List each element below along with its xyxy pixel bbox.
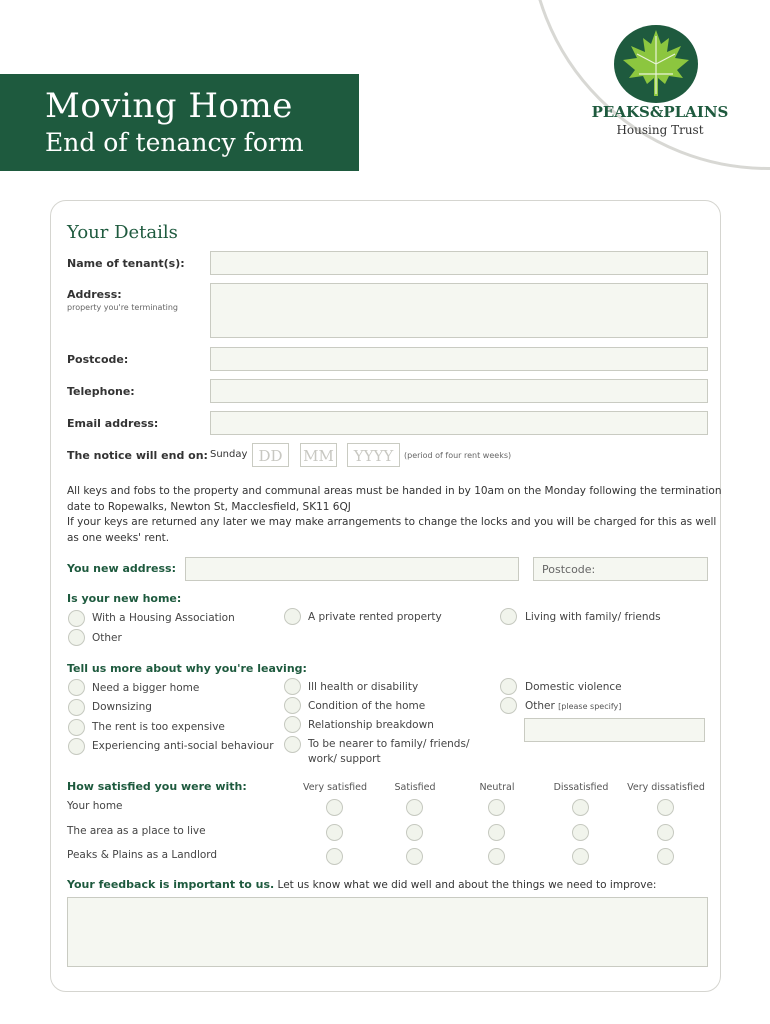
email-label: Email address: xyxy=(67,417,159,430)
column-header: Very satisfied xyxy=(302,782,368,793)
checkbox-ill-health[interactable] xyxy=(284,678,301,695)
feedback-prompt xyxy=(67,878,656,891)
new-address-label: You new address: xyxy=(67,562,177,575)
radio-area-very-satisfied[interactable] xyxy=(326,824,343,841)
radio-area-neutral[interactable] xyxy=(488,824,505,841)
keys-line: All keys and fobs to the property and communal areas must be handed in by 10am on the Monday following the termination xyxy=(67,485,722,497)
checkbox-anti-social[interactable] xyxy=(68,738,85,755)
new-home-question: Is your new home: xyxy=(67,592,182,605)
postcode-label: Postcode: xyxy=(67,353,129,366)
checkbox-condition-home[interactable] xyxy=(284,697,301,714)
page-title: Moving Home xyxy=(45,86,293,126)
day-field[interactable]: DD xyxy=(252,443,289,467)
notice-label: The notice will end on: xyxy=(67,449,208,462)
section-title: Your Details xyxy=(67,222,178,243)
radio-area-dissatisfied[interactable] xyxy=(572,824,589,841)
address-label: Address: xyxy=(67,288,122,301)
option-label: With a Housing Association xyxy=(92,612,235,624)
feedback-field[interactable] xyxy=(67,897,708,967)
address-field[interactable] xyxy=(210,283,708,338)
other-label: Other xyxy=(525,700,555,712)
radio-home-satisfied[interactable] xyxy=(406,799,423,816)
satisfaction-question: How satisfied you were with: xyxy=(67,780,247,793)
telephone-field[interactable] xyxy=(210,379,708,403)
brand-name: PEAKS&PLAINS xyxy=(591,103,729,121)
feedback-bold: Your feedback is important to us. xyxy=(67,878,275,891)
checkbox-relationship[interactable] xyxy=(284,716,301,733)
year-field[interactable]: YYYY xyxy=(347,443,400,467)
checkbox-downsizing[interactable] xyxy=(68,699,85,716)
option-label: Domestic violence xyxy=(525,681,622,693)
radio-housing-association[interactable] xyxy=(68,610,85,627)
option-label: Downsizing xyxy=(92,701,152,713)
keys-paragraph xyxy=(67,484,722,546)
address-hint: property you're terminating xyxy=(67,303,178,312)
checkbox-domestic-violence[interactable] xyxy=(500,678,517,695)
checkbox-rent-expensive[interactable] xyxy=(68,719,85,736)
option-label: A private rented property xyxy=(308,611,442,623)
radio-landlord-very-satisfied[interactable] xyxy=(326,848,343,865)
radio-home-dissatisfied[interactable] xyxy=(572,799,589,816)
column-header: Satisfied xyxy=(394,782,436,793)
column-header: Dissatisfied xyxy=(553,782,609,793)
column-header: Neutral xyxy=(479,782,515,793)
option-label: Need a bigger home xyxy=(92,682,200,694)
radio-area-very-dissatisfied[interactable] xyxy=(657,824,674,841)
row-label: The area as a place to live xyxy=(67,825,206,837)
keys-line: If your keys are returned any later we may make arrangements to change the locks and you will be charged for this as well xyxy=(67,516,717,528)
option-label: Condition of the home xyxy=(308,700,426,712)
option-label: work/ support xyxy=(308,753,381,765)
option-label: The rent is too expensive xyxy=(92,721,225,733)
checkbox-other-reason[interactable] xyxy=(500,697,517,714)
page-subtitle: End of tenancy form xyxy=(45,128,304,157)
new-postcode-placeholder: Postcode: xyxy=(542,563,596,576)
telephone-label: Telephone: xyxy=(67,385,135,398)
radio-other-home[interactable] xyxy=(68,629,85,646)
option-label: Ill health or disability xyxy=(308,681,419,693)
option-label: To be nearer to family/ friends/ xyxy=(308,738,470,750)
name-field[interactable] xyxy=(210,251,708,275)
radio-landlord-neutral[interactable] xyxy=(488,848,505,865)
radio-private-rented[interactable] xyxy=(284,608,301,625)
brand-subtitle: Housing Trust xyxy=(616,123,704,137)
radio-landlord-very-dissatisfied[interactable] xyxy=(657,848,674,865)
radio-area-satisfied[interactable] xyxy=(406,824,423,841)
option-label: Living with family/ friends xyxy=(525,611,661,623)
radio-landlord-satisfied[interactable] xyxy=(406,848,423,865)
month-field[interactable]: MM xyxy=(300,443,337,467)
email-field[interactable] xyxy=(210,411,708,435)
option-label: Relationship breakdown xyxy=(308,719,434,731)
option-label xyxy=(525,700,621,712)
other-reason-field[interactable] xyxy=(524,718,705,742)
row-label: Peaks & Plains as a Landlord xyxy=(67,849,218,861)
radio-living-with-family[interactable] xyxy=(500,608,517,625)
notice-day: Sunday xyxy=(210,449,248,460)
radio-home-very-satisfied[interactable] xyxy=(326,799,343,816)
feedback-text: Let us know what we did well and about the things we need to improve: xyxy=(277,879,657,891)
keys-line: date to Ropewalks, Newton St, Macclesfield, SK11 6QJ xyxy=(67,500,351,513)
name-label: Name of tenant(s): xyxy=(67,257,185,270)
new-postcode-field[interactable] xyxy=(533,557,708,581)
keys-line: as one weeks' rent. xyxy=(67,531,170,544)
leaving-question: Tell us more about why you're leaving: xyxy=(67,662,307,675)
column-header: Very dissatisfied xyxy=(627,782,705,793)
row-label: Your home xyxy=(67,800,123,812)
option-label: Other xyxy=(92,632,122,644)
checkbox-nearer-family[interactable] xyxy=(284,736,301,753)
option-label: Experiencing anti-social behaviour xyxy=(92,740,274,752)
radio-home-neutral[interactable] xyxy=(488,799,505,816)
maple-leaf-icon xyxy=(613,24,699,104)
other-hint: [please specify] xyxy=(558,702,622,711)
radio-landlord-dissatisfied[interactable] xyxy=(572,848,589,865)
checkbox-bigger-home[interactable] xyxy=(68,679,85,696)
postcode-field[interactable] xyxy=(210,347,708,371)
notice-hint: (period of four rent weeks) xyxy=(404,451,512,460)
radio-home-very-dissatisfied[interactable] xyxy=(657,799,674,816)
new-address-field[interactable] xyxy=(185,557,519,581)
